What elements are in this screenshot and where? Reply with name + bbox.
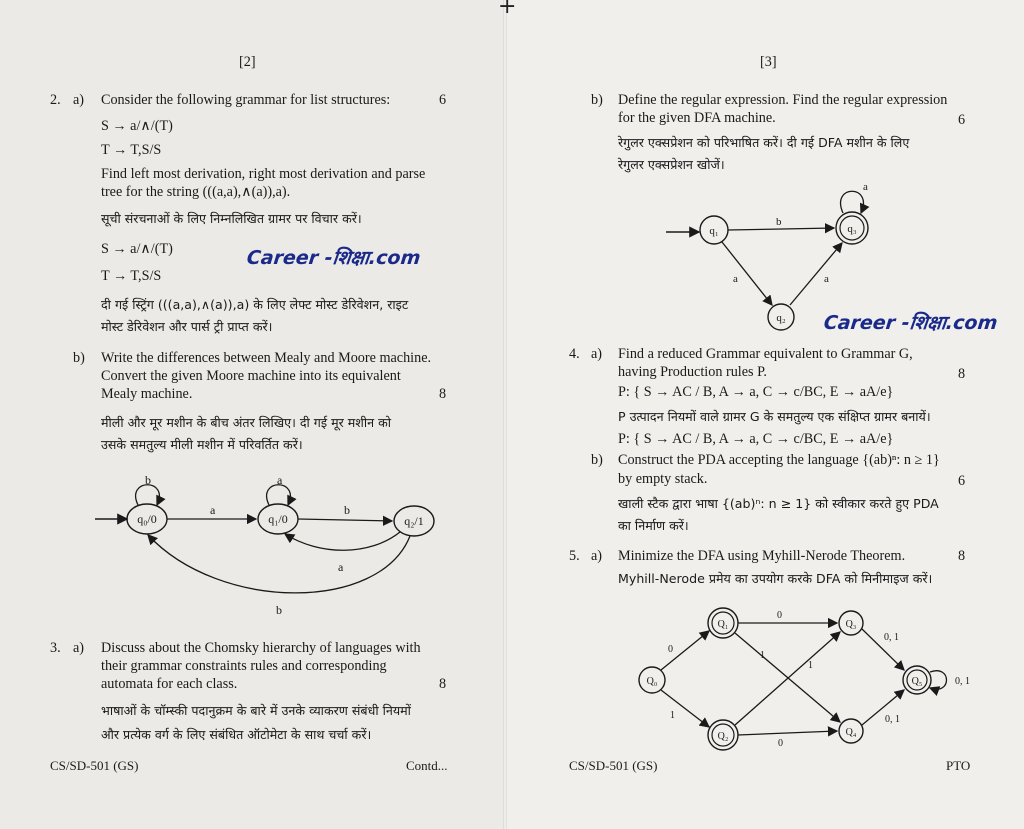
dfa2-edge-q0-q1-label: 0: [668, 644, 673, 655]
q2a-hindi-line3: मोस्ट डेरिवेशन और पार्स ट्री प्राप्त करें।: [101, 319, 273, 334]
q3-text-line2: their grammar constraints rules and corresponding: [101, 658, 387, 674]
q4a-label: a): [591, 346, 603, 362]
dfa1-edge-q1-q3-label: b: [776, 216, 782, 228]
dfa2-edge-q1-q4-label: 1: [760, 650, 765, 661]
q4b-marks: 6: [958, 473, 966, 489]
loop-q0-label: b: [145, 473, 151, 487]
left-footer-contd: Contd...: [406, 758, 448, 773]
q2a-task-line2: tree for the string (((a,a),∧(a)),a).: [101, 184, 291, 200]
loop-q1-label: a: [277, 473, 283, 487]
dfa1-q3-label: q₃: [847, 223, 857, 235]
dfa1-loop-q3-label: a: [863, 181, 868, 193]
dfa2-loop-q5-label: 0, 1: [955, 676, 970, 687]
dfa1-q1-label: q₁: [709, 225, 719, 237]
q4a-production-rules: P: { S → AC / B, A → a, C → c/BC, E → aA/e}: [618, 384, 894, 400]
dfa2-q1-label: Q₁: [717, 619, 729, 630]
q3a-label: a): [73, 640, 85, 656]
q2b-hindi-line2: उसके समतुल्य मीली मशीन में परिवर्तित करें।: [101, 437, 303, 452]
dfa1-edge-q2-q3-label: a: [824, 273, 829, 285]
q2a-marks: 6: [439, 92, 447, 108]
dfa2-edge-q2-q4: [738, 731, 837, 735]
q4b-hindi-line1: खाली स्टैक द्वारा भाषा {(ab)ⁿ: n ≥ 1} को स्वीकार करते हुए PDA: [618, 496, 939, 511]
grammar-rule-1: S → a/∧/(T): [101, 118, 173, 134]
edge-q1-q2-label: b: [344, 503, 350, 517]
q2b-dfa-text-line1: Define the regular expression. Find the regular expression: [618, 92, 948, 108]
q2b-text-line3: Mealy machine.: [101, 386, 193, 402]
q2b-dfa-text-line2: for the given DFA machine.: [618, 110, 776, 126]
state-q2-label: q₂/1: [404, 514, 424, 528]
q3-marks: 8: [439, 676, 447, 692]
dfa2-edge-q1-q3-label: 0: [777, 610, 782, 621]
q4a-marks: 8: [958, 366, 966, 382]
left-footer-code: CS/SD-501 (GS): [50, 758, 139, 773]
grammar-rule-2-hindi-section: T → T,S/S: [101, 268, 162, 284]
q4a-text-line1: Find a reduced Grammar equivalent to Grammar G,: [618, 346, 913, 362]
q2b-text-line2: Convert the given Moore machine into its equivalent: [101, 368, 401, 384]
right-footer-code: CS/SD-501 (GS): [569, 758, 658, 773]
edge-q2-q0-label: b: [276, 603, 282, 617]
dfa2-edge-q0-q2: [661, 690, 709, 727]
dfa2-edge-q0-q2-label: 1: [670, 710, 675, 721]
edge-q0-q1-label: a: [210, 503, 216, 517]
dfa2-q2-label: Q₂: [717, 731, 729, 742]
q4a-hindi: P उत्पादन नियमों वाले ग्रामर G के समतुल्य एक संक्षिप्त ग्रामर बनायें।: [618, 409, 931, 424]
crop-mark: +: [498, 0, 517, 19]
state-q0-label: q₀/0: [137, 512, 157, 526]
right-footer-pto: PTO: [946, 758, 971, 773]
dfa2-q3-label: Q₃: [845, 619, 857, 630]
q5-marks: 8: [958, 548, 966, 564]
grammar-rule-1-hindi-section: S → a/∧/(T): [101, 241, 173, 257]
q5-hindi: Myhill-Nerode प्रमेय का उपयोग करके DFA को मिनीमाइज करें।: [618, 571, 933, 586]
q3-hindi-line1: भाषाओं के चॉम्स्की पदानुक्रम के बारे में उनके व्याकरण संबंधी नियमों: [101, 703, 411, 718]
dfa2-edge-q2-q4-label: 0: [778, 738, 783, 749]
q2b-marks: 8: [439, 386, 447, 402]
q2b-dfa-hindi-line1: रेगुलर एक्सप्रेशन को परिभाषित करें। दी गई DFA मशीन के लिए: [618, 135, 910, 150]
watermark-left: Career -शिक्षा.com: [245, 247, 422, 269]
q2a-text: Consider the following grammar for list structures:: [101, 92, 391, 108]
q3-text-line1: Discuss about the Chomsky hierarchy of languages with: [101, 640, 421, 656]
q2-number: 2.: [50, 92, 61, 108]
q2b-dfa-label: b): [591, 92, 603, 108]
q4b-hindi-line2: का निर्माण करें।: [618, 518, 689, 533]
dfa1-edge-q1-q2-label: a: [733, 273, 738, 285]
edge-q2-q1-label: a: [338, 560, 344, 574]
q4a-text-line2: having Production rules P.: [618, 364, 767, 380]
q2a-task-line1: Find left most derivation, right most derivation and parse: [101, 166, 426, 182]
q2a-hindi-line1: सूची संरचनाओं के लिए निम्नलिखित ग्रामर पर विचार करें।: [101, 211, 362, 226]
q4b-label: b): [591, 452, 603, 468]
q5a-label: a): [591, 548, 603, 564]
q3-text-line3: automata for each class.: [101, 676, 238, 692]
q2b-label: b): [73, 350, 85, 366]
watermark-right: Career -शिक्षा.com: [822, 312, 999, 334]
q5-number: 5.: [569, 548, 580, 564]
q2a-hindi-line2: दी गई स्ट्रिंग (((a,a),∧(a)),a) के लिए लेफ्ट मोस्ट डेरिवेशन, राइट: [101, 297, 409, 312]
state-q1-label: q₁/0: [268, 512, 288, 526]
q2b-dfa-marks: 6: [958, 112, 966, 128]
q4b-text-line1: Construct the PDA accepting the language {(ab)ⁿ: n ≥ 1}: [618, 452, 940, 468]
dfa2-q0-label: Q₀: [646, 676, 658, 687]
q4-number: 4.: [569, 346, 580, 362]
left-page-number: [2]: [239, 54, 256, 70]
q2b-text-line1: Write the differences between Mealy and Moore machine.: [101, 350, 432, 366]
q2b-hindi-line1: मीली और मूर मशीन के बीच अंतर लिखिए। दी गई मूर मशीन को: [101, 415, 392, 430]
grammar-rule-2: T → T,S/S: [101, 142, 162, 158]
q4b-text-line2: by empty stack.: [618, 471, 708, 487]
dfa2-edge-q3-q5-label: 0, 1: [884, 632, 899, 643]
q3-number: 3.: [50, 640, 61, 656]
dfa1-q2-label: q₂: [776, 312, 786, 324]
q2a-label: a): [73, 92, 85, 108]
right-page-number: [3]: [760, 54, 777, 70]
dfa2-edge-q2-q3-label: 1: [808, 660, 813, 671]
q3-hindi-line2: और प्रत्येक वर्ग के लिए संबंधित ऑटोमेटा के साथ चर्चा करें।: [101, 727, 372, 742]
q4a-production-rules-hindi-section: P: { S → AC / B, A → a, C → c/BC, E → aA/e}: [618, 431, 894, 447]
dfa2-q5-label: Q₅: [911, 676, 923, 687]
dfa2-q4-label: Q₄: [845, 727, 857, 738]
q2b-dfa-hindi-line2: रेगुलर एक्सप्रेशन खोजें।: [618, 157, 725, 172]
dfa2-loop-q5: [930, 671, 947, 690]
dfa2-edge-q4-q5-label: 0, 1: [885, 714, 900, 725]
q5-text: Minimize the DFA using Myhill-Nerode Theorem.: [618, 548, 906, 564]
